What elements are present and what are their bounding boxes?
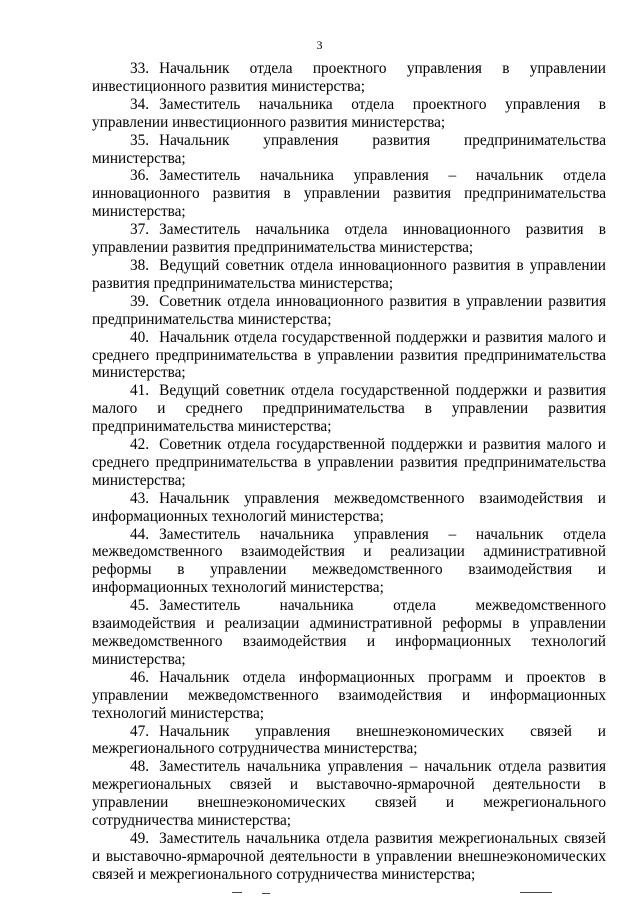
item-number: 35. bbox=[130, 131, 150, 149]
list-item-37 bbox=[92, 221, 606, 257]
list-item-48 bbox=[92, 758, 606, 830]
item-number: 39. bbox=[130, 292, 150, 310]
list-item-44 bbox=[92, 526, 606, 598]
list-item-43 bbox=[92, 490, 606, 526]
scan-mark bbox=[520, 892, 552, 893]
item-text: Заместитель начальника отдела межведомственного взаимодействия и реализации административной реформы в управлении межведомственного взаимодействия и информационных технологий министерства; bbox=[92, 597, 606, 668]
list-item-40 bbox=[92, 329, 606, 383]
item-text: Советник отдела инновационного развития в управлении развития предпринимательства министерства; bbox=[92, 292, 606, 328]
item-text: Заместитель начальника управления – начальник отдела межведомственного взаимодействия и реализации административной реформы в управлении межведомственного взаимодействия и информационных технологий министерства; bbox=[92, 525, 606, 597]
item-text: Ведущий советник отдела инновационного развития в управлении развития предпринимательства министерства; bbox=[92, 256, 606, 292]
item-number: 48. bbox=[130, 758, 150, 776]
list-item-38 bbox=[92, 257, 606, 293]
item-number: 37. bbox=[130, 221, 150, 239]
list-item-49 bbox=[92, 830, 606, 884]
item-text: Заместитель начальника отдела проектного управления в управлении инвестиционного развития министерства; bbox=[92, 95, 606, 131]
list-item-35 bbox=[92, 132, 606, 168]
item-number: 49. bbox=[130, 829, 150, 847]
item-number: 42. bbox=[130, 436, 150, 454]
item-text: Ведущий советник отдела государственной поддержки и развития малого и среднего предпринимательства в управлении развития предпринимательства министерства; bbox=[92, 382, 606, 436]
scan-artifacts bbox=[0, 888, 639, 900]
item-text: Начальник отдела информационных программ и проектов в управлении межведомственного взаимодействия и информационных технологий министерства; bbox=[92, 668, 606, 722]
list-item-42 bbox=[92, 436, 606, 490]
list-item-45 bbox=[92, 597, 606, 669]
list-item-41 bbox=[92, 382, 606, 436]
item-number: 38. bbox=[130, 256, 150, 274]
item-text: Заместитель начальника управления – начальник отдела инновационного развития в управлении развития предпринимательства министерства; bbox=[92, 167, 606, 221]
item-text: Заместитель начальника отдела инновационного развития в управлении развития предпринимательства министерства; bbox=[92, 221, 606, 257]
list-item-46 bbox=[92, 669, 606, 723]
item-text: Начальник отдела государственной поддержки и развития малого и среднего предпринимательства в управлении развития предпринимательства министерства; bbox=[92, 328, 606, 382]
scan-mark bbox=[232, 892, 242, 893]
item-number: 34. bbox=[130, 95, 150, 113]
item-text: Начальник управления межведомственного взаимодействия и информационных технологий министерства; bbox=[92, 489, 606, 525]
item-text: Заместитель начальника управления – начальник отдела развития межрегиональных связей и выставочно-ярмарочной деятельности в управлении внешнеэкономических связей и межрегионального сотрудничества министерства; bbox=[92, 758, 606, 830]
list-item-47 bbox=[92, 723, 606, 759]
item-number: 46. bbox=[130, 668, 150, 686]
list-item-36 bbox=[92, 167, 606, 221]
item-text: Начальник управления внешнеэкономических связей и межрегионального сотрудничества министерства; bbox=[92, 722, 606, 758]
list-item-33 bbox=[92, 60, 606, 96]
item-number: 36. bbox=[130, 167, 150, 185]
item-number: 47. bbox=[130, 722, 150, 740]
item-number: 45. bbox=[130, 597, 150, 615]
item-number: 33. bbox=[130, 60, 150, 77]
item-text: Начальник отдела проектного управления в управлении инвестиционного развития министерства; bbox=[92, 60, 606, 95]
item-number: 40. bbox=[130, 328, 150, 346]
list-item-34 bbox=[92, 96, 606, 132]
item-text: Начальник управления развития предпринимательства министерства; bbox=[92, 131, 606, 167]
scan-mark bbox=[262, 893, 270, 894]
item-text: Заместитель начальника отдела развития межрегиональных связей и выставочно-ярмарочной деятельности в управлении внешнеэкономических связей и межрегионального сотрудничества министерства; bbox=[92, 829, 606, 883]
item-number: 43. bbox=[130, 489, 150, 507]
document-body bbox=[92, 60, 606, 884]
page-number: 3 bbox=[316, 38, 323, 52]
item-text: Советник отдела государственной поддержки и развития малого и среднего предпринимательства в управлении развития предпринимательства министерства; bbox=[92, 436, 606, 489]
item-number: 41. bbox=[130, 382, 150, 400]
item-number: 44. bbox=[130, 525, 150, 543]
list-item-39 bbox=[92, 293, 606, 329]
